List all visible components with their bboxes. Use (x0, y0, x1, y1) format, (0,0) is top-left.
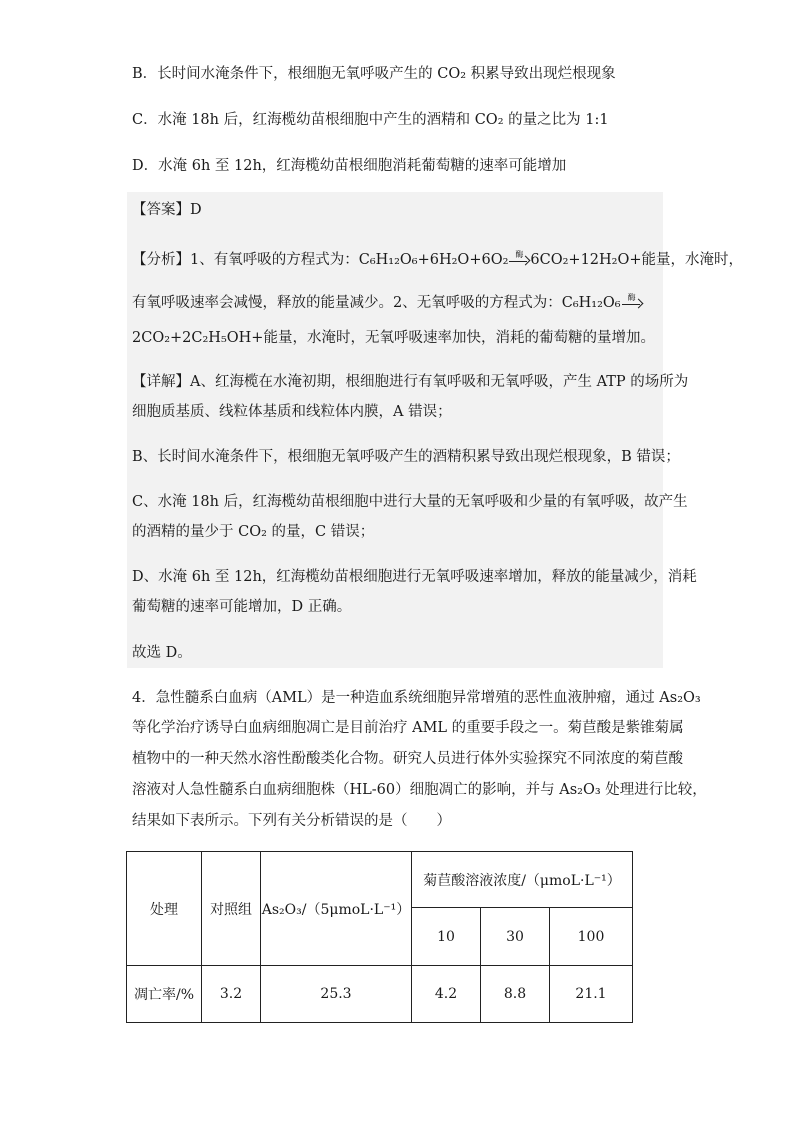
cell-conc-10: 4.2 (412, 966, 481, 1023)
header-conc-100: 100 (550, 908, 633, 966)
cell-conc-100: 21.1 (550, 966, 633, 1023)
row-label-apoptosis: 凋亡率/% (127, 966, 202, 1023)
conclusion-line: 故选 D。 (132, 645, 192, 661)
analysis-line-3: 2CO₂+2C₂H₅OH+能量，水淹时，无氧呼吸速率加快，消耗的葡萄糖的量增加。 (132, 330, 655, 346)
question-4-stem-line: 溶液对人急性髓系白血病细胞株（HL-60）细胞凋亡的影响，并与 As₂O₃ 处理进行比较， (132, 782, 707, 798)
question-4-stem-line: 4．急性髓系白血病（AML）是一种造血系统细胞异常增殖的恶性血液肿瘤，通过 As₂O₃ (132, 690, 701, 706)
header-as2o3: As₂O₃/（5μmoL·L⁻¹） (261, 852, 412, 966)
anaerobic-equation-left: 有氧呼吸速率会减慢，释放的能量减少。2、无氧呼吸的方程式为：C₆H₁₂O₆ (132, 295, 621, 311)
cell-conc-30: 8.8 (481, 966, 550, 1023)
header-treatment: 处理 (127, 852, 202, 966)
detail-line: 的酒精的量少于 CO₂ 的量，C 错误； (132, 524, 375, 540)
header-control: 对照组 (202, 852, 261, 966)
cell-control: 3.2 (202, 966, 261, 1023)
aerobic-equation-left: 1、有氧呼吸的方程式为：C₆H₁₂O₆+6H₂O+6O₂ (190, 252, 509, 268)
detail-line: 葡萄糖的速率可能增加，D 正确。 (132, 599, 352, 615)
enzyme-label: 酶 (627, 293, 636, 302)
question-4-stem-line: 结果如下表所示。下列有关分析错误的是（ ） (132, 813, 451, 829)
option-d: D．水淹 6h 至 12h，红海榄幼苗根细胞消耗葡萄糖的速率可能增加 (132, 158, 567, 174)
analysis-label: 【分析】 (132, 252, 190, 268)
detail-line: 细胞质基质、线粒体基质和线粒体内膜，A 错误； (132, 404, 452, 420)
answer-line: 【答案】D (132, 202, 202, 218)
header-conc-10: 10 (412, 908, 481, 966)
question-4-stem-line: 植物中的一种天然水溶性酚酸类化合物。研究人员进行体外实验探究不同浓度的菊苣酸 (132, 751, 683, 767)
header-chicoric-acid: 菊苣酸溶液浓度/（μmoL·L⁻¹） (412, 852, 633, 908)
analysis-line-2 (132, 293, 643, 313)
cell-as2o3: 25.3 (261, 966, 412, 1023)
reaction-arrow-icon (509, 250, 529, 266)
reaction-arrow-icon (622, 293, 642, 309)
detail-line: 【详解】A、红海榄在水淹初期，根细胞进行有氧呼吸和无氧呼吸，产生 ATP 的场所为 (132, 374, 689, 390)
detail-line: B、长时间水淹条件下，根细胞无氧呼吸产生的酒精积累导致出现烂根现象，B 错误； (132, 449, 680, 465)
results-table (126, 851, 633, 1023)
detail-line: C、水淹 18h 后，红海榄幼苗根细胞中进行大量的无氧呼吸和少量的有氧呼吸，故产生 (132, 494, 688, 510)
question-4-stem-line: 等化学治疗诱导白血病细胞凋亡是目前治疗 AML 的重要手段之一。菊苣酸是紫锥菊属 (132, 720, 684, 736)
option-b: B．长时间水淹条件下，根细胞无氧呼吸产生的 CO₂ 积累导致出现烂根现象 (132, 66, 616, 82)
analysis-line-1 (132, 250, 743, 270)
table-row (127, 966, 633, 1023)
header-conc-30: 30 (481, 908, 550, 966)
enzyme-label: 酶 (515, 250, 524, 259)
option-c: C．水淹 18h 后，红海榄幼苗根细胞中产生的酒精和 CO₂ 的量之比为 1:1 (132, 112, 609, 128)
aerobic-equation-right: 6CO₂+12H₂O+能量，水淹时， (530, 252, 744, 268)
detail-line: D、水淹 6h 至 12h，红海榄幼苗根细胞进行无氧呼吸速率增加，释放的能量减少，消耗 (132, 569, 697, 585)
